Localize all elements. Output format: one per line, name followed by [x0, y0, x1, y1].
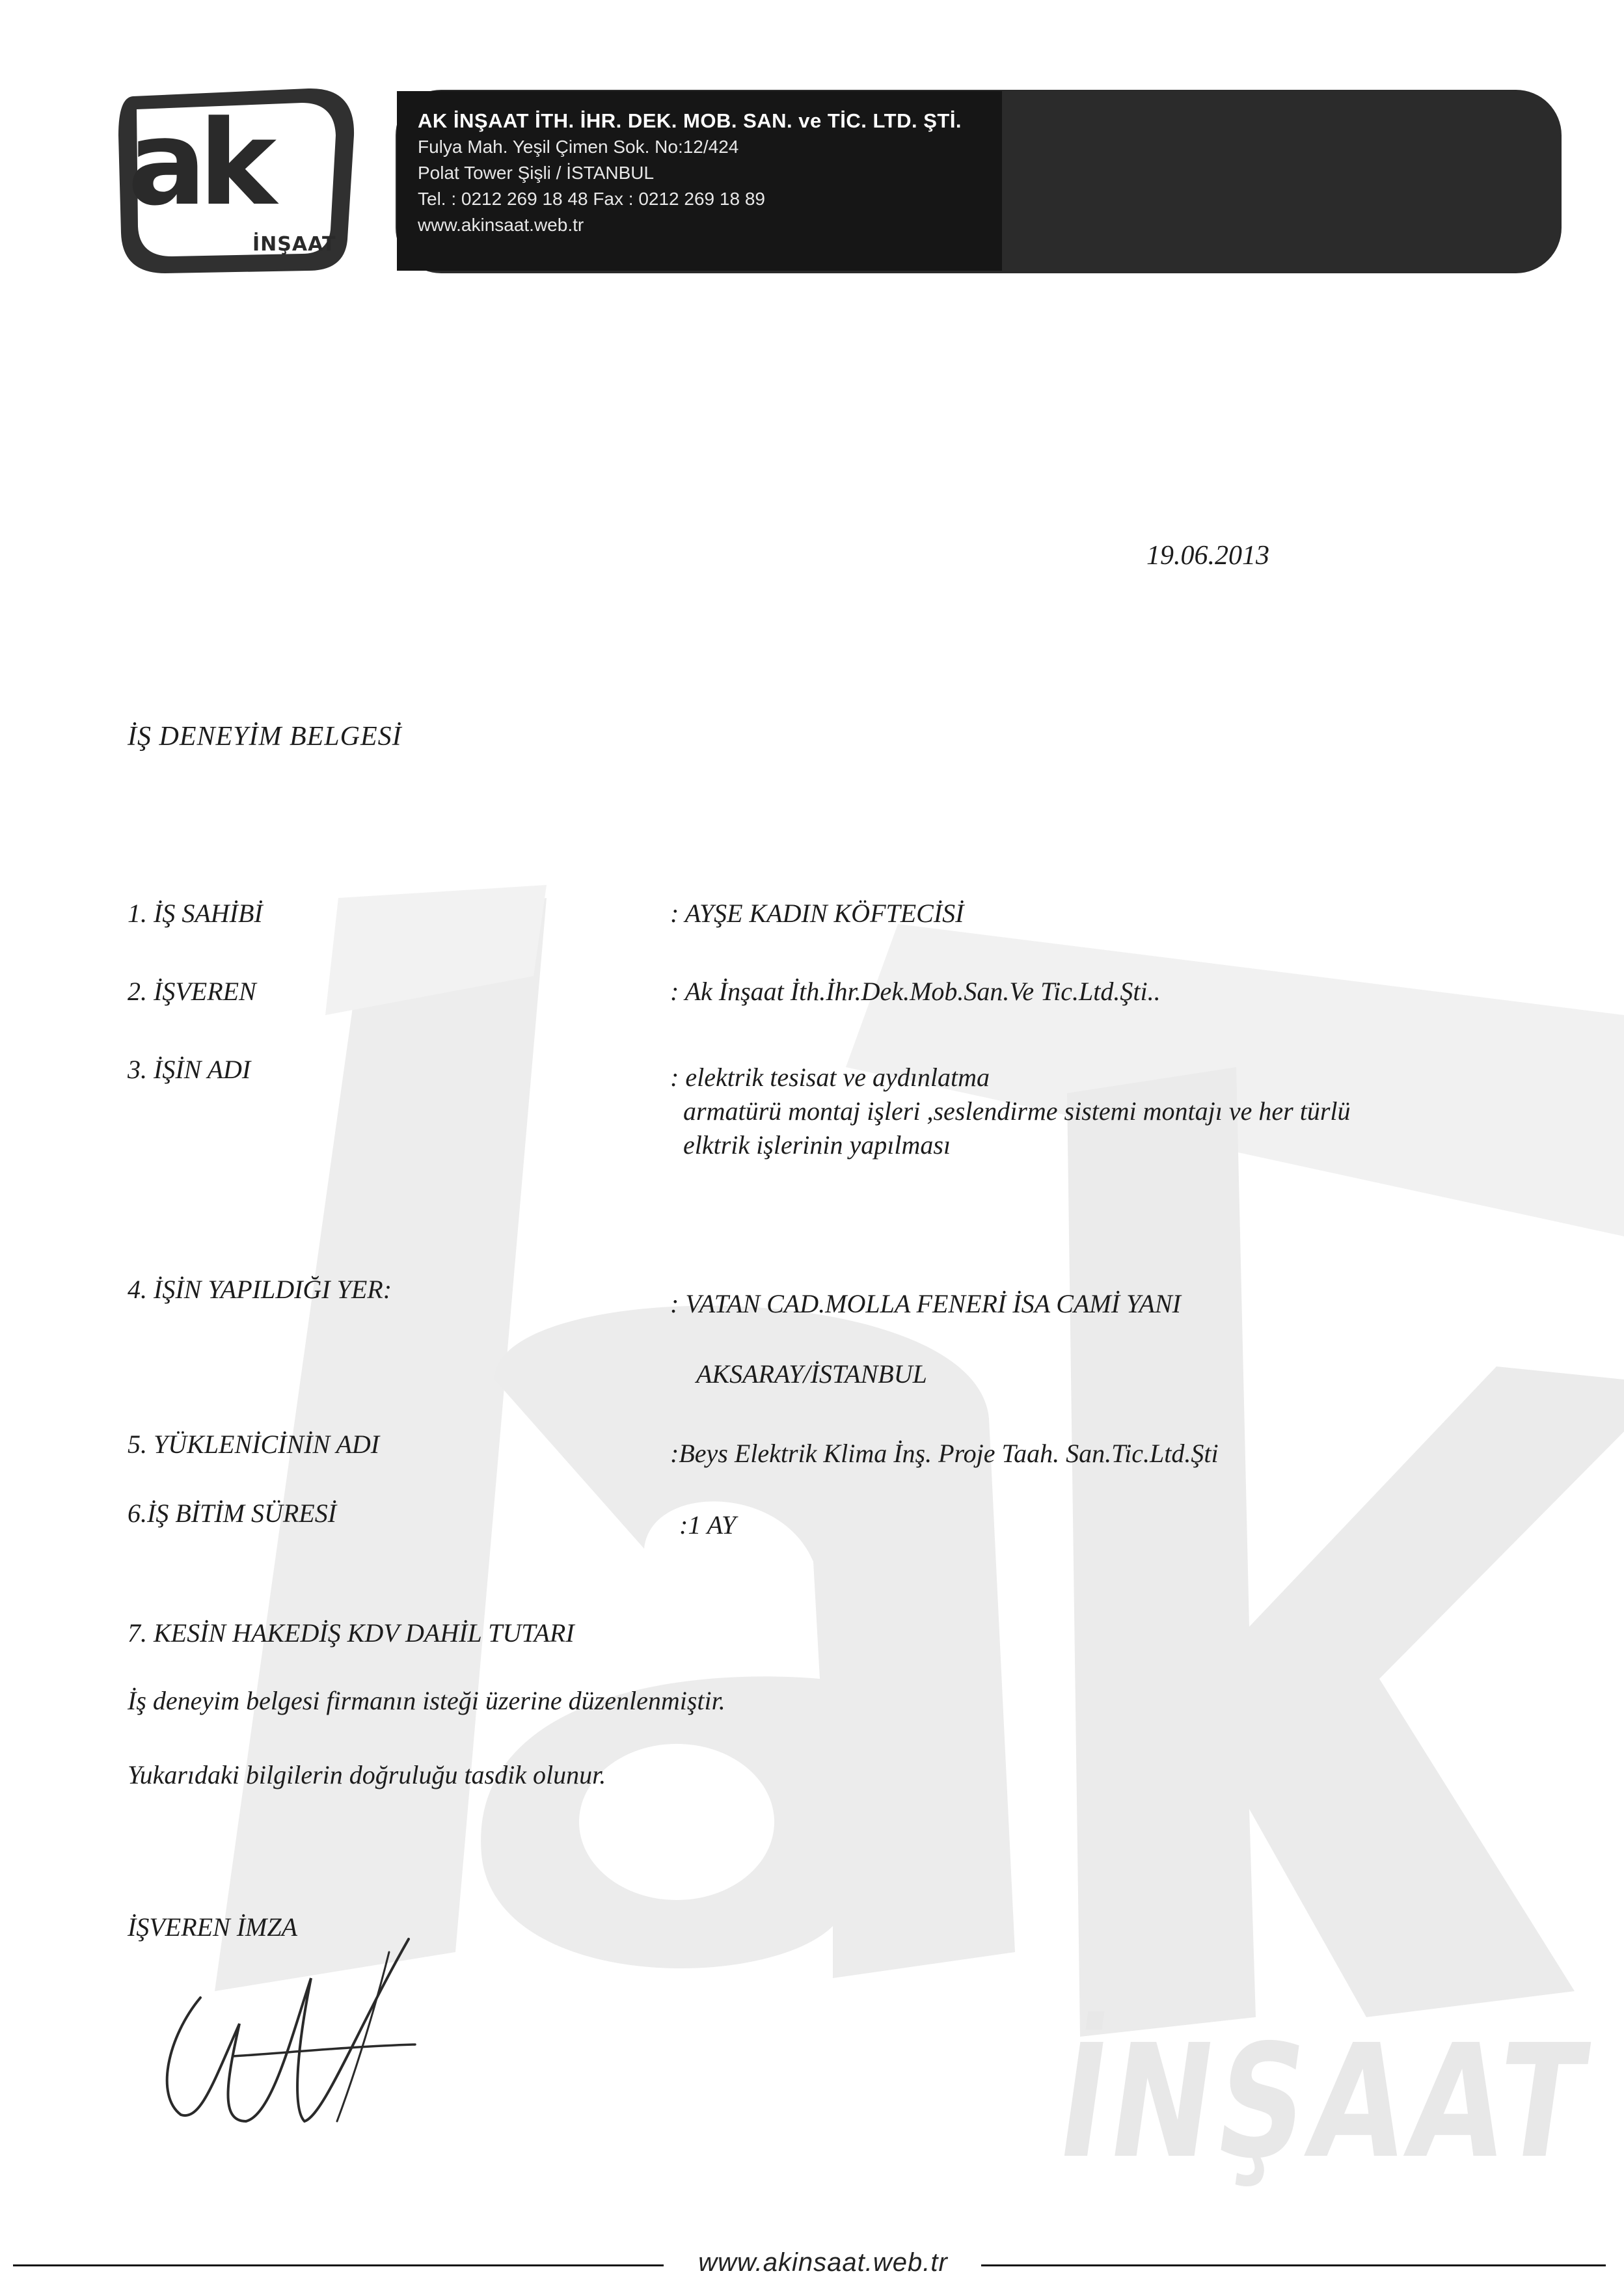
footer-website: www.akinsaat.web.tr: [698, 2248, 948, 2277]
field-1-value: : AYŞE KADIN KÖFTECİSİ: [670, 899, 964, 928]
field-2-value: : Ak İnşaat İth.İhr.Dek.Mob.San.Ve Tic.Ltd.Şti..: [670, 977, 1161, 1006]
field-6-value: :1 AY: [679, 1510, 737, 1540]
note-certification: Yukarıdaki bilgilerin doğruluğu tasdik olunur.: [128, 1760, 606, 1789]
field-2-label: 2. İŞVEREN: [128, 977, 256, 1006]
phone-fax-line: Tel. : 0212 269 18 48 Fax : 0212 269 18 89: [418, 189, 765, 209]
address-line-1: Fulya Mah. Yeşil Çimen Sok. No:12/424: [418, 137, 739, 157]
field-4-value-line-1: : VATAN CAD.MOLLA FENERİ İSA CAMİ YANI: [670, 1289, 1181, 1318]
address-line-2: Polat Tower Şişli / İSTANBUL: [418, 163, 655, 183]
note-request: İş deneyim belgesi firmanın isteği üzerine düzenlenmiştir.: [128, 1686, 725, 1715]
document-title: İŞ DENEYİM BELGESİ: [128, 722, 402, 752]
field-4-label: 4. İŞİN YAPILDIĞI YER:: [128, 1275, 392, 1304]
header-website: www.akinsaat.web.tr: [418, 215, 584, 235]
field-4-value-line-2: AKSARAY/İSTANBUL: [696, 1359, 927, 1389]
field-5-value: :Beys Elektrik Klima İnş. Proje Taah. San.Tic.Ltd.Şti: [670, 1439, 1219, 1468]
field-6-label: 6.İŞ BİTİM SÜRESİ: [128, 1499, 337, 1528]
field-3-value-line-1: : elektrik tesisat ve aydınlatma: [670, 1063, 990, 1092]
field-5-label: 5. YÜKLENİCİNİN ADI: [128, 1430, 380, 1459]
field-3-value-line-3: elktrik işlerinin yapılması: [683, 1130, 951, 1160]
field-3-value-line-2: armatürü montaj işleri ,seslendirme sistemi montajı ve her türlü: [683, 1096, 1351, 1126]
handwritten-signature: [142, 1926, 441, 2134]
field-1-label: 1. İŞ SAHİBİ: [128, 899, 263, 928]
company-name: AK İNŞAAT İTH. İHR. DEK. MOB. SAN. ve TİC. LTD. ŞTİ.: [418, 109, 962, 132]
field-7-label: 7. KESİN HAKEDİŞ KDV DAHİL TUTARI: [128, 1618, 575, 1648]
watermark-subtext: İNŞAAT: [1048, 2011, 1601, 2193]
footer-rule-left: [13, 2264, 664, 2266]
logo-subtext: İNŞAAT: [252, 233, 336, 256]
footer-rule-right: [981, 2264, 1606, 2266]
field-3-value: [670, 1061, 1351, 1162]
field-3-label: 3. İŞİN ADI: [128, 1055, 251, 1084]
logo-text: ak: [128, 96, 269, 232]
signature-label: İŞVEREN İMZA: [128, 1912, 298, 1942]
document-date: 19.06.2013: [1146, 541, 1269, 571]
company-info: [418, 108, 962, 238]
